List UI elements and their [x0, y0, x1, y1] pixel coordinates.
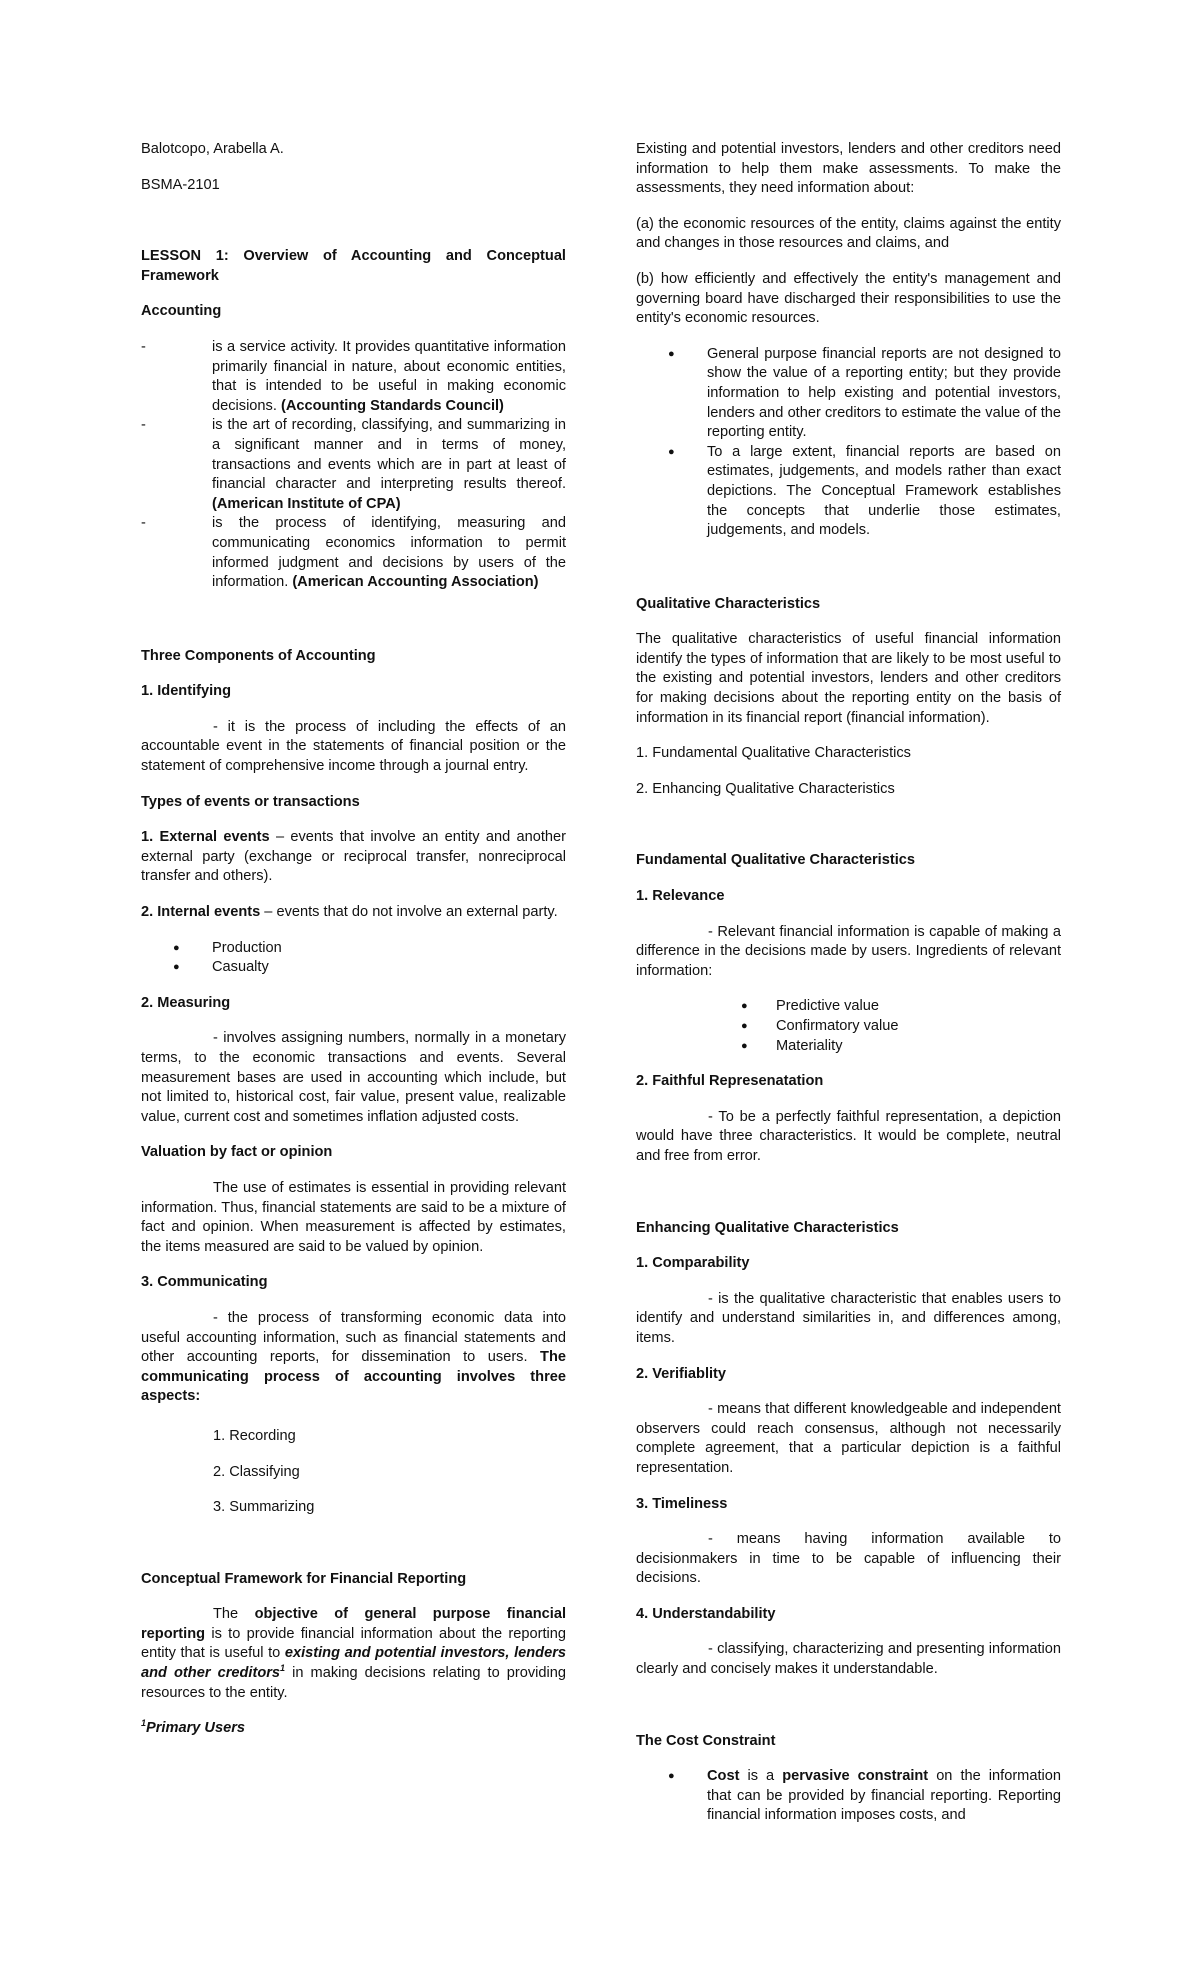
list-item: ● To a large extent, financial reports are based on estimates, judgements, and models rather than exact depictions. The Conceptual Framework establishes the concepts that underlie those estimates, judgements, and models. — [668, 443, 1061, 539]
identifying-title: 1. Identifying — [141, 683, 231, 700]
lesson-title: LESSON 1: Overview of Accounting and Conceptual Framework — [141, 248, 566, 284]
qc-text: The qualitative characteristics of useful financial information identify the types of information that are likely to be most useful to the existing and potential investors, lenders and other creditors for making decisions about the reporting entity on the basis of information in its financial report (financial information). — [636, 631, 1061, 726]
valuation-title: Valuation by fact or opinion — [141, 1144, 333, 1161]
types-heading: Types of events or transactions — [141, 793, 360, 810]
conceptual-objective: The objective of general purpose financial reporting is to provide financial information about the reporting entity that is useful to existing and potential investors, lenders and other creditors$^1$ in making decisions relating to providing resources to the entity. — [141, 1606, 566, 1701]
timeliness-text: - means having information available to decisionmakers in time to be capable of influencing their decisions. — [636, 1531, 1061, 1587]
valuation-text: The use of estimates is essential in providing relevant information. Thus, financial statements are said to be a mixture of fact and opinion. When measurement is affected by estimates, the items measured are said to be valued by opinion. — [141, 1179, 566, 1255]
fqc-heading: Fundamental Qualitative Characteristics — [636, 852, 915, 869]
footnote: $^1$Primary Users — [141, 1718, 245, 1737]
qc-heading: Qualitative Characteristics — [636, 595, 821, 612]
student-name: Balotcopo, Arabella A. — [141, 141, 284, 157]
list-item: ● Confirmatory value — [741, 1018, 899, 1034]
faithful-text: - To be a perfectly faithful representation, a depiction would have three characteristics. It would be complete, neutral and free from error. — [636, 1108, 1061, 1164]
relevance-text: - Relevant financial information is capable of making a difference in the decisions made by users. Ingredients of relevant information: — [636, 923, 1061, 979]
users-intro: Existing and potential investors, lenders and other creditors need information to help them make assessments. To make the assessments, they need information about: — [636, 141, 1061, 197]
communicating-text: - the process of transforming economic data into useful accounting information, such as financial statements and other accounting reports, for dissemination to users. The communicating process of accounting involves three aspects: — [141, 1309, 566, 1405]
reports-bullets — [636, 345, 1061, 541]
relevance-list — [636, 997, 1061, 1056]
conceptual-heading: Conceptual Framework for Financial Reporting — [141, 1570, 467, 1587]
measuring-text: - involves assigning numbers, normally in a monetary terms, to the economic transactions and events. Several measurement bases are used in accounting which include, but not limited to, historical cost, fair value, present value, realizable value, current cost and sometimes inflation adjusted costs. — [141, 1030, 566, 1125]
internal-events-list — [141, 939, 566, 978]
comparability-title: 1. Comparability — [636, 1255, 750, 1272]
definition-item: - is the process of identifying, measuring and communicating economics information to permit informed judgment and decisions by users of the information. (American Accounting Association) — [141, 515, 566, 591]
left-column — [141, 140, 566, 1755]
list-item: ● Materiality — [741, 1037, 843, 1054]
definition-item: - is a service activity. It provides quantitative information primarily financial in nature, about economic entities, that is intended to be useful in making economic decisions. (Accounting Standards Council) — [141, 338, 566, 414]
faithful-title: 2. Faithful Represenatation — [636, 1073, 824, 1090]
components-heading: Three Components of Accounting — [141, 647, 376, 664]
accounting-heading: Accounting — [141, 303, 222, 320]
student-section: BSMA-2101 — [141, 176, 220, 193]
aspect-item: 2. Classifying — [213, 1463, 300, 1480]
list-item: ● General purpose financial reports are not designed to show the value of a reporting entity; but they provide information to help existing and potential investors, lenders and other creditors to estimate the value of the reporting entity. — [668, 345, 1061, 441]
list-item: ● Predictive value — [741, 998, 880, 1015]
communicating-title: 3. Communicating — [141, 1274, 268, 1291]
identifying-text: - it is the process of including the effects of an accountable event in the statements of financial position or the statement of comprehensive income through a journal entry. — [141, 718, 566, 775]
understandability-text: - classifying, characterizing and presenting information clearly and concisely makes it understandable. — [636, 1641, 1061, 1678]
info-item-b: (b) how efficiently and effectively the entity's management and governing board have discharged their responsibilities to use the entity's economic resources. — [636, 270, 1061, 327]
measuring-title: 2. Measuring — [141, 994, 231, 1011]
relevance-title: 1. Relevance — [636, 888, 725, 905]
verifiability-text: - means that different knowledgeable and independent observers could reach consensus, although not necessarily complete agreement, that a particular depiction is a faithful representation. — [636, 1401, 1061, 1476]
external-events: 1. External events – events that involve an entity and another external party (exchange or reciprocal transfer, nonreciprocal transfer and others). — [141, 829, 566, 885]
qc-list-item: 2. Enhancing Qualitative Characteristics — [636, 780, 895, 797]
qc-list-item: 1. Fundamental Qualitative Characteristics — [636, 745, 911, 762]
cost-list — [636, 1767, 1061, 1826]
aspect-item: 1. Recording — [213, 1427, 296, 1444]
internal-events: 2. Internal events – events that do not involve an external party. — [141, 904, 558, 921]
accounting-definitions — [141, 338, 566, 593]
eqc-heading: Enhancing Qualitative Characteristics — [636, 1219, 899, 1236]
understandability-title: 4. Understandability — [636, 1605, 776, 1622]
list-item: ● Cost is a pervasive constraint on the information that can be provided by financial reporting. Reporting financial information imposes costs, and — [668, 1768, 1061, 1824]
right-column — [636, 140, 1061, 1842]
comparability-text: - is the qualitative characteristic that enables users to identify and understand similarities in, and differences among, items. — [636, 1290, 1061, 1346]
cost-heading: The Cost Constraint — [636, 1732, 776, 1749]
aspect-item: 3. Summarizing — [213, 1499, 315, 1516]
list-item: ● Casualty — [173, 959, 269, 976]
list-item: ● Production — [173, 939, 282, 956]
info-item-a: (a) the economic resources of the entity, claims against the entity and changes in those resources and claims, and — [636, 215, 1061, 252]
verifiability-title: 2. Verifiablity — [636, 1365, 727, 1382]
timeliness-title: 3. Timeliness — [636, 1495, 728, 1512]
definition-item: - is the art of recording, classifying, and summarizing in a significant manner and in terms of money, transactions and events which are in part at least of financial character and interpreting results thereof. (American Institute of CPA) — [141, 417, 566, 512]
